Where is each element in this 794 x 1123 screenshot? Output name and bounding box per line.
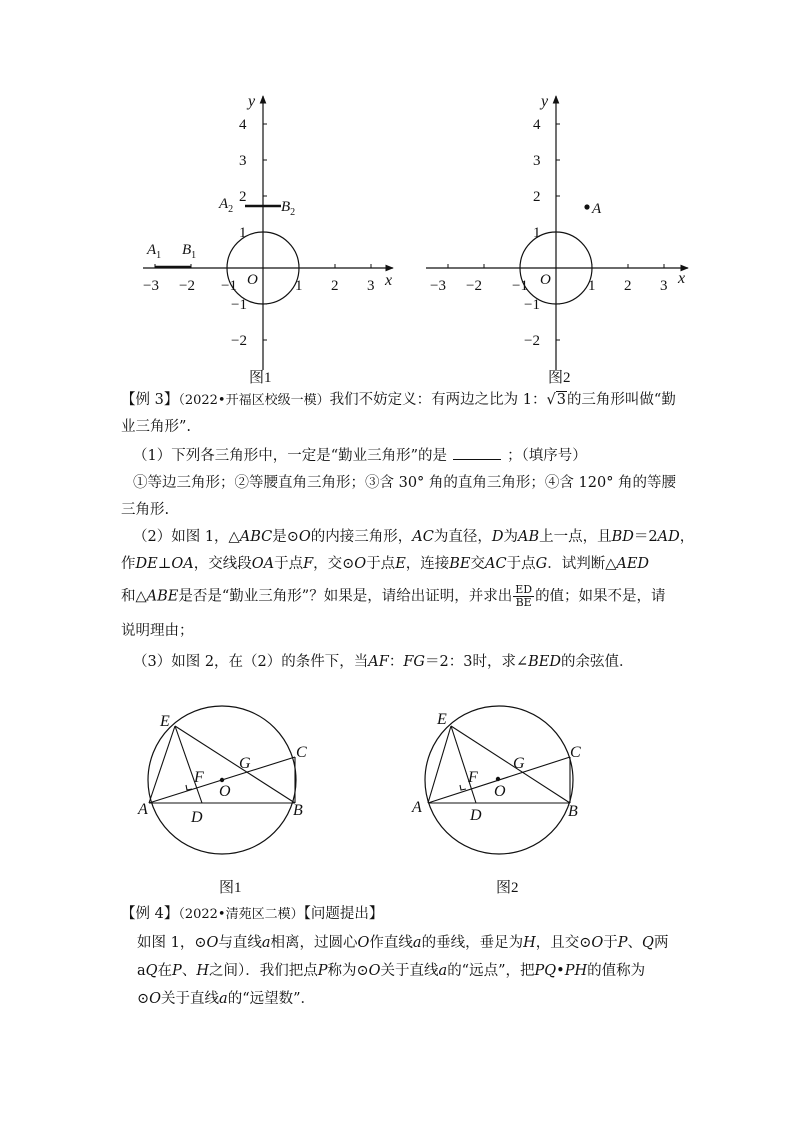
example-source: （2022•开福区校级一模）	[178, 393, 330, 408]
y-tick-label: 1	[239, 225, 247, 241]
label-o: O	[494, 783, 506, 800]
x-tick-label: −2	[179, 278, 195, 294]
label-e: E	[160, 713, 170, 730]
figure-caption: 图1	[249, 370, 272, 385]
x-tick-label: 2	[624, 278, 632, 294]
label-o: O	[219, 783, 231, 800]
x-tick-label: −2	[466, 278, 482, 294]
y-tick-label: 1	[533, 225, 541, 241]
example4-header	[121, 903, 383, 926]
q1-text: （1）下列各三角形中，一定是“勤业三角形”的是	[133, 448, 448, 464]
label-f: F	[468, 769, 478, 786]
point-a-label: A	[592, 201, 602, 217]
origin-label: O	[247, 272, 258, 288]
y-tick-label: 3	[533, 153, 541, 169]
label-c: C	[296, 744, 307, 761]
point-b1-label: $B_1$	[182, 242, 197, 261]
answer-blank[interactable]	[453, 445, 501, 460]
circle-figure-1	[135, 700, 315, 900]
label-d: D	[191, 809, 203, 826]
q2-line1: （2）如图 1，△ABC是⊙O的内接三角形，AC为直径，D为AB上一点，且BD＝2AD，	[133, 529, 695, 545]
label-c: C	[570, 744, 581, 761]
section-title: 【问题提出】	[303, 906, 384, 922]
figure-caption: 图1	[219, 880, 242, 896]
center-point	[220, 778, 224, 782]
x-tick-label: 3	[367, 278, 375, 294]
coordinate-figure-1	[135, 90, 405, 385]
example4-line2: aQ在P、H之间）．我们把点P称为⊙O关于直线a的“远点”，把PQ•PH的值称为	[137, 963, 646, 979]
q2-line2: 作DE⊥OA，交线段OA于点F，交⊙O于点E，连接BE交AC于点G．试判断△AED	[121, 556, 650, 572]
y-axis-label: y	[541, 93, 549, 110]
q2-line4: 说明理由；	[121, 623, 194, 639]
q2-line3: 和△ABE是否是“勤业三角形”？如果是，请给出证明，并求出 $\frac{ED}{BE}$ 的值；如果不是，请	[121, 583, 666, 609]
y-tick-label: −2	[524, 333, 540, 349]
label-g: G	[513, 755, 525, 772]
label-g: G	[239, 755, 251, 772]
label-b: B	[568, 803, 578, 820]
label-a: A	[412, 799, 422, 816]
x-tick-label: 2	[331, 278, 339, 294]
example3-text: 的三角形叫做“勤	[566, 392, 676, 408]
y-axis-label: y	[248, 93, 256, 110]
y-tick-label: 2	[239, 189, 247, 205]
q1-options-cont: 三角形.	[121, 502, 170, 518]
origin-label: O	[540, 272, 551, 288]
x-tick-label: −1	[221, 278, 237, 294]
q1-options: ①等边三角形；②等腰直角三角形；③含 30° 角的直角三角形；④含 120° 角的等腰	[133, 475, 677, 491]
point-a1-label: $A_1$	[147, 242, 162, 261]
x-tick-label: 3	[660, 278, 668, 294]
point-b2-label: $B_2$	[281, 199, 296, 218]
example-tag: 【例 3】	[121, 392, 179, 408]
x-tick-label: −1	[512, 278, 528, 294]
example3-line1	[121, 389, 676, 412]
x-tick-label: 1	[588, 278, 596, 294]
y-tick-label: 2	[533, 189, 541, 205]
x-tick-label: −3	[430, 278, 446, 294]
example-tag: 【例 4】	[121, 906, 179, 922]
point-a	[584, 204, 589, 209]
label-a: A	[138, 801, 148, 818]
example3-line2: 业三角形”.	[121, 419, 192, 435]
x-axis-label: x	[678, 270, 686, 287]
x-tick-label: 1	[295, 278, 303, 294]
q1-text: ；（填序号）	[507, 448, 587, 464]
example4-line1: 如图 1，⊙O与直线a相离，过圆心O作直线a的垂线，垂足为H，且交⊙O于P、Q两	[137, 935, 669, 951]
y-tick-label: 3	[239, 153, 247, 169]
y-tick-label: 4	[533, 117, 541, 133]
x-axis-label: x	[385, 272, 393, 289]
example4-line3: ⊙O关于直线a的“远望数”．	[137, 991, 316, 1007]
q3-line: （3）如图 2，在（2）的条件下，当AF：FG＝2：3时，求∠BED的余弦值．	[133, 654, 634, 670]
example-source: （2022•清苑区二模）	[178, 907, 304, 922]
y-tick-label: −1	[231, 297, 247, 313]
y-tick-label: −2	[231, 333, 247, 349]
fraction-ed-be: $\frac{ED}{BE}$	[515, 583, 533, 609]
point-a2-label: $A_2$	[219, 196, 234, 215]
label-e: E	[437, 711, 447, 728]
y-tick-label: −1	[524, 297, 540, 313]
center-point	[496, 777, 500, 781]
label-b: B	[293, 802, 303, 819]
circle-figure-2	[408, 700, 598, 900]
figure-caption: 图2	[548, 370, 571, 385]
label-d: D	[470, 807, 482, 824]
label-f: F	[194, 769, 204, 786]
figure-caption: 图2	[496, 880, 519, 896]
y-tick-label: 4	[239, 117, 247, 133]
x-tick-label: −3	[143, 278, 159, 294]
sqrt-symbol: √3	[546, 392, 566, 408]
q1-line	[133, 445, 587, 467]
example3-text: 我们不妨定义：有两边之比为 1：	[329, 392, 547, 408]
coordinate-figure-2	[420, 90, 700, 385]
